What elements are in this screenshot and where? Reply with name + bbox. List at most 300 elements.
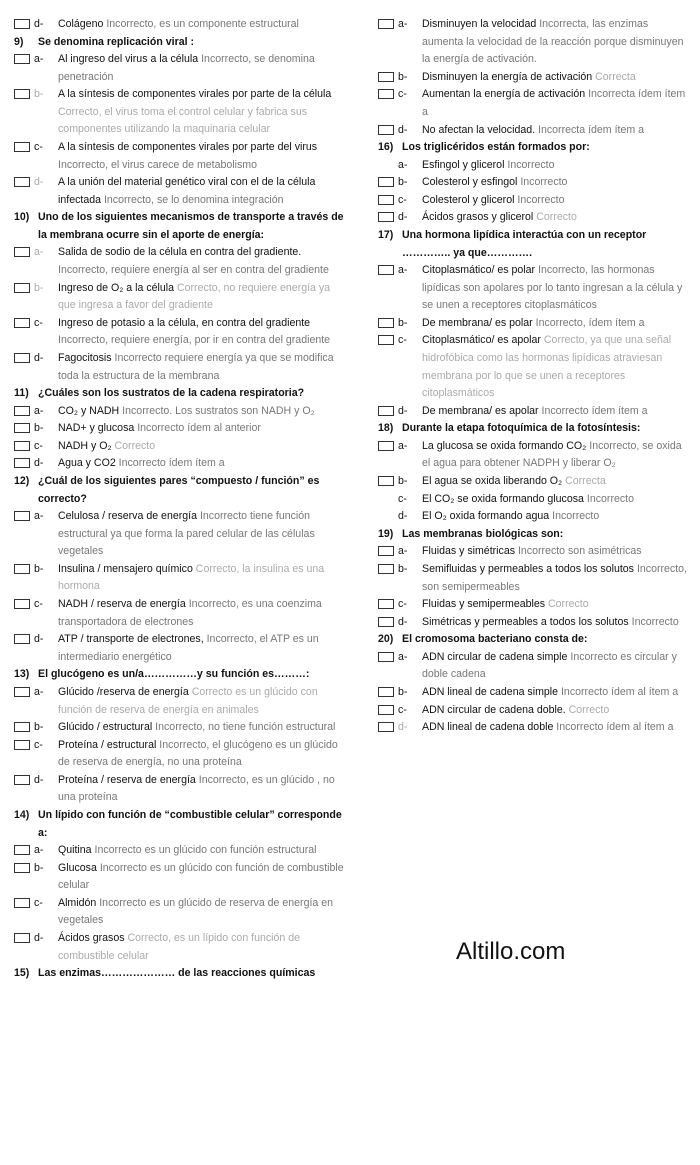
option-text-block: [58, 631, 344, 666]
option-text: Glúcido /reserva de energía: [58, 685, 189, 698]
option-letter: c-: [34, 141, 43, 154]
answer-option: [378, 702, 690, 720]
option-feedback: Incorrecto: [552, 510, 600, 523]
option-letter: a-: [398, 18, 408, 30]
option-text: NADH / reserva de energía: [58, 598, 186, 611]
option-feedback: Incorrecto es un glúcido de reserva de energía en vegetales: [58, 896, 334, 927]
option-feedback: Correcta: [595, 70, 636, 83]
option-text-block: [58, 438, 344, 456]
answer-checkbox[interactable]: [378, 722, 394, 732]
option-text-block: [58, 244, 344, 279]
option-text: Insulina / mensajero químico: [58, 562, 193, 575]
answer-option: [14, 280, 344, 315]
option-feedback: Correcto: [548, 598, 589, 611]
left-column: [14, 16, 344, 983]
option-feedback: Incorrecto requiere energía ya que se modifica toda la estructura de la membrana: [58, 352, 334, 382]
answer-option: [378, 174, 690, 192]
answer-checkbox[interactable]: [378, 546, 394, 556]
option-text-block: [422, 157, 690, 175]
option-feedback: Correcto: [568, 703, 610, 716]
answer-checkbox[interactable]: [14, 318, 30, 328]
option-text-block: [422, 192, 690, 210]
option-letter: d-: [398, 721, 408, 734]
option-text: Ácidos grasos y glicerol: [422, 211, 534, 224]
option-letter: c-: [398, 598, 407, 611]
option-letter: c-: [398, 193, 407, 206]
question-text: Las membranas biológicas son:: [402, 527, 564, 540]
option-text-block: [58, 51, 344, 86]
option-text-block: [422, 719, 690, 737]
option-text: Proteína / estructural: [58, 738, 157, 751]
question-number: 20): [378, 633, 394, 646]
answer-checkbox[interactable]: [378, 406, 394, 416]
question-number: 15): [14, 967, 30, 980]
option-feedback: Incorrecto ídem ítem a: [541, 404, 648, 417]
option-letter: d-: [34, 773, 44, 786]
answer-checkbox[interactable]: [378, 265, 394, 275]
answer-option: [378, 122, 690, 140]
option-text: Colágeno: [58, 18, 104, 30]
question-number: 10): [14, 211, 30, 224]
question-number: 18): [378, 422, 394, 435]
answer-checkbox[interactable]: [14, 423, 30, 433]
option-letter: c-: [34, 316, 43, 329]
answer-option: [378, 332, 690, 402]
answer-option: [378, 403, 690, 421]
option-letter: b-: [398, 686, 408, 698]
option-text: ADN lineal de cadena simple: [422, 686, 559, 698]
option-text: A la unión del material genético viral con el de la célula infectada: [58, 176, 316, 206]
answer-checkbox[interactable]: [378, 564, 394, 574]
option-text: Proteína / reserva de energía: [58, 773, 196, 786]
option-feedback: Incorrecto es un glúcido con función estructural: [94, 844, 317, 857]
option-text-block: [422, 438, 690, 473]
option-feedback: Incorrecto, es un componente estructural: [106, 18, 299, 30]
option-text: No afectan la velocidad.: [422, 123, 536, 136]
answer-checkbox[interactable]: [378, 177, 394, 187]
option-letter: d-: [398, 615, 408, 628]
option-text: NAD+ y glucosa: [58, 422, 135, 435]
answer-checkbox[interactable]: [378, 476, 394, 486]
option-feedback: Incorrecto, es un glúcido , no una proteína: [58, 773, 335, 804]
answer-option: [378, 596, 690, 614]
answer-checkbox[interactable]: [378, 212, 394, 222]
answer-option: [14, 684, 344, 719]
answer-checkbox[interactable]: [378, 125, 394, 135]
option-letter: d-: [34, 176, 44, 189]
answer-checkbox[interactable]: [14, 511, 30, 521]
option-feedback: Incorrecto, son semipermeables: [422, 562, 687, 593]
answer-option: [378, 719, 690, 737]
option-text-block: [58, 86, 344, 139]
checkbox-spacer: [378, 491, 394, 509]
answer-option: [14, 719, 344, 737]
option-feedback: Correcto, el virus toma el control celular y fabrica sus componentes utilizando la maquinaria celular: [58, 105, 308, 136]
question-text: ¿Cuáles son los sustratos de la cadena respiratoria?: [38, 387, 305, 400]
option-feedback: Incorrecto, el virus carece de metabolismo: [58, 158, 258, 171]
option-text-block: [58, 403, 344, 421]
question-text: ¿Cuál de los siguientes pares “compuesto / función” es correcto?: [38, 475, 320, 505]
answer-checkbox[interactable]: [14, 406, 30, 416]
option-text-block: [422, 69, 690, 87]
option-text-block: [422, 16, 690, 69]
option-text-block: [422, 332, 690, 402]
option-text: ADN circular de cadena simple: [422, 650, 568, 663]
option-text: Ácidos grasos: [58, 932, 125, 945]
answer-option: [14, 174, 344, 209]
option-letter: d-: [34, 18, 44, 30]
option-text-block: [58, 772, 344, 807]
option-letter: a-: [34, 685, 44, 698]
answer-option: [14, 86, 344, 139]
option-text: Agua y CO2: [58, 457, 116, 470]
option-text-block: [58, 280, 344, 315]
answer-option: [378, 86, 690, 121]
option-letter: a-: [398, 439, 408, 452]
option-letter: b-: [34, 88, 44, 101]
option-text-block: [422, 315, 690, 333]
option-text-block: [422, 614, 690, 632]
option-text-block: [422, 596, 690, 614]
question-number: 19): [378, 527, 394, 540]
answer-checkbox[interactable]: [14, 599, 30, 609]
option-feedback: Incorrecto ídem ítem a: [118, 457, 225, 470]
answer-option: [378, 684, 690, 702]
option-text: Salida de sodio de la célula en contra del gradiente.: [58, 246, 302, 259]
option-text: Fagocitosis: [58, 352, 112, 364]
option-letter: b-: [34, 562, 44, 575]
option-letter: b-: [34, 422, 44, 435]
option-text-block: [58, 737, 344, 772]
option-text: ADN circular de cadena doble.: [422, 703, 566, 716]
answer-option: [14, 350, 344, 385]
option-letter: c-: [398, 88, 407, 101]
answer-checkbox[interactable]: [14, 564, 30, 574]
answer-option: [378, 561, 690, 596]
option-feedback: Incorrecto, es una coenzima transportadora de electrones: [58, 598, 322, 628]
option-text-block: [422, 543, 690, 561]
option-feedback: Correcto, no requiere energía ya que ingresa a favor del gradiente: [58, 281, 331, 312]
answer-option: [14, 895, 344, 930]
option-feedback: Correcto: [536, 211, 577, 224]
option-text: Quitina: [58, 844, 92, 857]
option-text-block: [422, 122, 690, 140]
question-heading: [14, 807, 344, 842]
answer-checkbox[interactable]: [378, 705, 394, 715]
option-feedback: Correcto: [114, 439, 156, 452]
option-feedback: Correcto, es un lípido con función de combustible celular: [58, 932, 301, 962]
option-text: De membrana/ es polar: [422, 316, 533, 329]
question-number: 9): [14, 35, 24, 48]
option-letter: c-: [398, 703, 407, 716]
option-letter: a-: [398, 650, 408, 663]
option-letter: a-: [398, 158, 408, 171]
question-text: Se denomina replicación viral :: [38, 35, 195, 48]
question-heading: [378, 420, 690, 438]
question-number: 13): [14, 668, 30, 681]
answer-checkbox[interactable]: [14, 722, 30, 732]
question-number: 17): [378, 229, 394, 242]
option-feedback: Correcto es un glúcido con función de reserva de energía en animales: [58, 685, 318, 716]
option-letter: a-: [34, 53, 44, 66]
answer-checkbox[interactable]: [378, 687, 394, 697]
option-feedback: Incorrecto son asimétricas: [517, 545, 642, 558]
answer-checkbox[interactable]: [378, 617, 394, 627]
answer-checkbox[interactable]: [14, 441, 30, 451]
option-text: Aumentan la energía de activación: [422, 88, 586, 101]
question-heading: [378, 139, 690, 157]
answer-checkbox[interactable]: [378, 72, 394, 82]
option-feedback: Incorrecto: [517, 193, 565, 206]
option-letter: a-: [34, 510, 44, 523]
option-feedback: Incorrecto, requiere energía al ser en contra del gradiente: [58, 264, 329, 277]
question-text: Una hormona lipídica interactúa con un receptor ………….. ya que………….: [402, 229, 647, 259]
answer-option: [14, 455, 344, 473]
answer-option: [378, 192, 690, 210]
option-text: Ingreso de potasio a la célula, en contra del gradiente: [58, 316, 311, 329]
answer-checkbox[interactable]: [378, 19, 394, 29]
option-text: A la síntesis de componentes virales por parte del virus: [58, 141, 318, 154]
option-feedback: Incorrecto, no tiene función estructural: [155, 721, 336, 734]
question-number: 14): [14, 809, 30, 822]
option-feedback: Incorrecto tiene función estructural ya que forma la pared celular de las células vegetales: [58, 510, 315, 558]
question-text: Las enzimas………………… de las reacciones químicas: [38, 967, 316, 980]
question-heading: [14, 385, 344, 403]
option-letter: a-: [398, 264, 408, 277]
question-text: El glucógeno es un/a……………y su función es………:: [38, 668, 310, 681]
answer-option: [378, 315, 690, 333]
answer-checkbox[interactable]: [378, 441, 394, 451]
option-feedback: Incorrecto. Los sustratos son NADH y O₂: [122, 404, 315, 417]
option-text-block: [58, 895, 344, 930]
answer-checkbox[interactable]: [14, 775, 30, 785]
question-number: 12): [14, 475, 30, 488]
question-number: 16): [378, 141, 394, 154]
option-text-block: [58, 350, 344, 385]
option-letter: d-: [34, 457, 44, 470]
option-text-block: [422, 262, 690, 315]
answer-option: [14, 842, 344, 860]
answer-option: [378, 543, 690, 561]
question-text: Un lípido con función de “combustible celular” corresponde a:: [38, 809, 342, 839]
answer-checkbox[interactable]: [14, 458, 30, 468]
question-text: Uno de los siguientes mecanismos de transporte a través de la membrana ocurre sin el aporte de energía:: [38, 211, 344, 241]
answer-option: [378, 69, 690, 87]
option-letter: b-: [398, 562, 408, 575]
option-text-block: [58, 315, 344, 350]
question-text: El cromosoma bacteriano consta de:: [402, 633, 588, 646]
option-feedback: Incorrecto: [631, 615, 679, 628]
option-text: Celulosa / reserva de energía: [58, 510, 197, 523]
answer-checkbox[interactable]: [14, 687, 30, 697]
answer-checkbox[interactable]: [14, 933, 30, 943]
answer-checkbox[interactable]: [14, 740, 30, 750]
option-text: Simétricas y permeables a todos los solutos: [422, 615, 629, 628]
question-heading: [14, 473, 344, 508]
option-feedback: Incorrecto, se denomina penetración: [58, 53, 315, 83]
answer-checkbox[interactable]: [14, 898, 30, 908]
answer-checkbox[interactable]: [378, 652, 394, 662]
answer-option: [14, 561, 344, 596]
option-feedback: Incorrecto ídem al anterior: [137, 422, 261, 435]
option-text: Almidón: [58, 896, 97, 909]
option-letter: d-: [34, 932, 44, 945]
option-text-block: [58, 455, 344, 473]
option-text-block: [58, 174, 344, 209]
question-text: Durante la etapa fotoquímica de la fotosíntesis:: [402, 422, 641, 435]
answer-checkbox[interactable]: [14, 634, 30, 644]
option-text: De membrana/ es apolar: [422, 404, 539, 417]
option-text-block: [422, 491, 690, 509]
answer-option: [14, 51, 344, 86]
option-text: ATP / transporte de electrones,: [58, 633, 204, 646]
answer-checkbox[interactable]: [14, 142, 30, 152]
option-text: El agua se oxida liberando O₂: [422, 475, 563, 488]
question-heading: [378, 631, 690, 649]
option-text-block: [58, 719, 344, 737]
answer-option: [378, 209, 690, 227]
option-letter: b-: [34, 281, 44, 294]
option-text-block: [422, 561, 690, 596]
option-text-block: [422, 86, 690, 121]
question-heading: [14, 209, 344, 244]
answer-option: [14, 631, 344, 666]
option-feedback: Incorrecta, las enzimas aumenta la velocidad de la reacción porque disminuyen la energía de activación.: [422, 18, 684, 66]
option-letter: d-: [398, 211, 408, 224]
option-text: Esfingol y glicerol: [422, 158, 505, 171]
option-feedback: Incorrecto, el ATP es un intermediario energético: [58, 633, 319, 663]
option-text: Glucosa: [58, 861, 97, 874]
option-letter: c-: [34, 598, 43, 611]
option-text-block: [422, 649, 690, 684]
question-number: 11): [14, 387, 29, 400]
answer-checkbox[interactable]: [378, 318, 394, 328]
option-feedback: Correcta: [565, 475, 606, 488]
option-letter: a-: [34, 844, 44, 857]
watermark-brand: Altillo.com: [456, 938, 566, 965]
answer-option: [14, 403, 344, 421]
question-heading: [14, 666, 344, 684]
answer-checkbox[interactable]: [378, 89, 394, 99]
answer-checkbox[interactable]: [14, 54, 30, 64]
answer-option: [378, 157, 690, 175]
option-letter: c-: [34, 439, 43, 452]
answer-option: [378, 473, 690, 491]
option-text-block: [422, 508, 690, 526]
option-letter: d-: [34, 633, 44, 646]
answer-option: [14, 139, 344, 174]
option-feedback: Incorrecto: [586, 492, 634, 505]
option-text-block: [58, 860, 344, 895]
right-column: [378, 16, 690, 737]
option-text: Disminuyen la velocidad: [422, 18, 537, 30]
answer-checkbox[interactable]: [14, 863, 30, 873]
question-heading: [14, 34, 344, 52]
option-text-block: [58, 930, 344, 965]
answer-checkbox[interactable]: [14, 845, 30, 855]
option-text-block: [422, 174, 690, 192]
answer-checkbox[interactable]: [14, 177, 30, 187]
option-letter: d-: [398, 404, 408, 417]
option-feedback: Correcto, la insulina es una hormona: [58, 562, 325, 593]
option-feedback: Incorrecto ídem al ítem a: [560, 686, 679, 698]
option-feedback: Incorrecto es un glúcido con función de combustible celular: [58, 861, 344, 892]
option-letter: b-: [398, 176, 408, 189]
answer-option: [14, 930, 344, 965]
option-text-block: [58, 596, 344, 631]
option-feedback: Incorrecto: [520, 176, 568, 189]
option-text: Semifluidas y permeables a todos los solutos: [422, 562, 634, 575]
option-text-block: [58, 508, 344, 561]
option-letter: d-: [34, 352, 44, 364]
option-text-block: [58, 420, 344, 438]
option-letter: b-: [398, 475, 408, 488]
answer-checkbox[interactable]: [378, 599, 394, 609]
option-text: Fluidas y simétricas: [422, 545, 516, 558]
option-feedback: Incorrecto, ídem ítem a: [535, 316, 645, 329]
option-text-block: [58, 561, 344, 596]
option-text: El O₂ oxida formando agua: [422, 510, 550, 523]
option-text: ADN lineal de cadena doble: [422, 721, 554, 734]
answer-option: [14, 244, 344, 279]
answer-option: [14, 16, 344, 34]
option-feedback: Incorrecto, el glucógeno es un glúcido de reserva de energía, no una proteína: [58, 738, 338, 769]
option-text-block: [58, 684, 344, 719]
answer-checkbox[interactable]: [14, 247, 30, 257]
option-letter: b-: [34, 861, 44, 874]
option-text-block: [422, 209, 690, 227]
answer-option: [14, 438, 344, 456]
option-letter: b-: [34, 721, 44, 734]
option-text: Ingreso de O₂ a la célula: [58, 281, 175, 294]
answer-option: [378, 16, 690, 69]
option-text-block: [58, 842, 344, 860]
answer-option: [14, 508, 344, 561]
checkbox-spacer: [378, 508, 394, 526]
option-text: El CO₂ se oxida formando glucosa: [422, 492, 584, 505]
option-letter: c-: [398, 334, 407, 347]
option-letter: b-: [398, 316, 408, 329]
checkbox-spacer: [378, 157, 394, 175]
option-letter: c-: [34, 738, 43, 751]
option-letter: b-: [398, 70, 408, 83]
option-text-block: [422, 702, 690, 720]
answer-checkbox[interactable]: [378, 195, 394, 205]
option-feedback: Incorrecta ídem ítem a: [422, 88, 686, 118]
answer-checkbox[interactable]: [14, 283, 30, 293]
answer-checkbox[interactable]: [378, 335, 394, 345]
option-feedback: Incorrecta ídem ítem a: [538, 123, 645, 136]
answer-checkbox[interactable]: [14, 89, 30, 99]
answer-option: [14, 420, 344, 438]
option-text-block: [422, 684, 690, 702]
option-text-block: [422, 403, 690, 421]
option-text: Disminuyen la energía de activación: [422, 70, 593, 83]
answer-option: [14, 860, 344, 895]
answer-option: [378, 438, 690, 473]
answer-checkbox[interactable]: [14, 19, 30, 29]
answer-option: [378, 262, 690, 315]
option-feedback: Correcto, ya que una señal hidrofóbica como las hormonas lipídicas atraviesan membrana por lo que se unen a receptores citoplasmáticos: [422, 334, 672, 400]
answer-checkbox[interactable]: [14, 353, 30, 363]
option-letter: d-: [398, 123, 408, 136]
option-feedback: Incorrecto ídem al ítem a: [556, 721, 674, 734]
answer-option: [14, 737, 344, 772]
question-text: Los triglicéridos están formados por:: [402, 141, 590, 154]
option-text: A la síntesis de componentes virales por parte de la célula: [58, 88, 332, 101]
option-text: Colesterol y esfingol: [422, 176, 518, 189]
option-text: Fluidas y semipermeables: [422, 598, 546, 611]
